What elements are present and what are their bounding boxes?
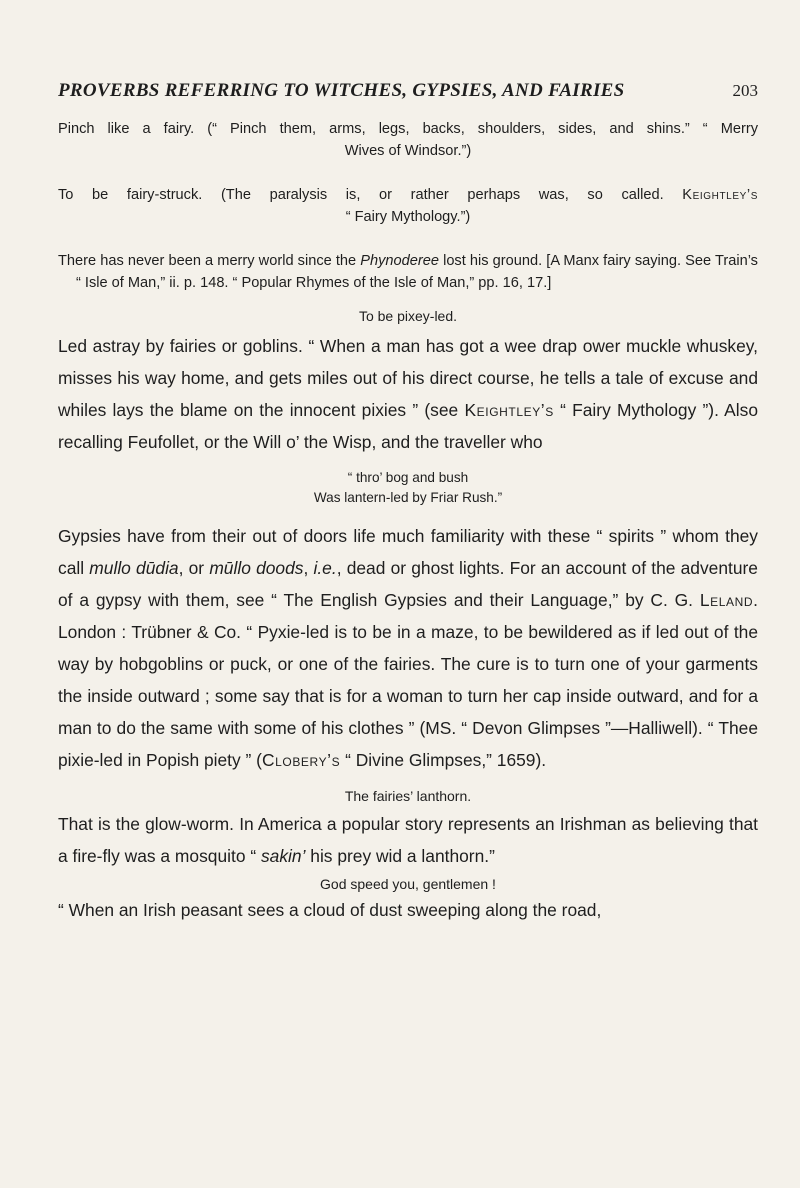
entry-pinch-line2: Wives of Windsor.”) <box>344 143 472 159</box>
gypsies-text-4: , dead or ghost lights. For an account of the adventure of a gypsy with them, see “ The English Gypsies and their Language,” by C. G. <box>58 558 758 610</box>
page-number: 203 <box>732 81 758 100</box>
entry-fairy-struck-text: To be fairy-struck. (The paralysis is, or rather perhaps was, so called. <box>58 187 683 203</box>
pixey-led-text-2: “ Fairy Mythology ”). Also recalling Feufollet, or the Will o’ the Wisp, and the traveller who <box>58 400 759 452</box>
pixey-led-text-1: Led astray by fairies or goblins. “ When a man has got a wee drap ower muckle whuskey, misses his way home, and gets miles out of his direct course, he tells a tale of excuse and whiles lays the blame on the innocent pixies ” (see <box>58 336 758 420</box>
entry-merry-world-after: lost his ground. [A Manx fairy saying. See Train’s “ Isle of Man,” ii. p. 148. “ Popular Rhymes of the Isle of Man,” pp. 16, 17.] <box>76 253 758 291</box>
page <box>58 80 758 926</box>
lanthorn-text-1: That is the glow-worm. In America a popular story represents an Irishman as believing that a fire-fly was a mosquito “ <box>58 814 758 866</box>
entry-fairy-struck-line1 <box>58 184 758 206</box>
term-mullo-doods: mūllo doods <box>209 558 304 578</box>
verse-friar-rush <box>58 468 758 508</box>
heading-fairies-lanthorn: The fairies’ lanthorn. <box>344 788 472 804</box>
author-keightley-2: Keightley’s <box>464 400 554 420</box>
gypsies-text-1: Gypsies have from their out of doors life much familiarity with these “ spirits ” whom they call <box>58 526 758 578</box>
entry-pinch-line1: Pinch like a fairy. (“ Pinch them, arms, legs, backs, shoulders, sides, and shins.” “ Merry <box>58 121 758 137</box>
gypsies-text-6: “ Divine Glimpses,” 1659). <box>340 750 547 770</box>
heading-pixey-led: To be pixey-led. <box>358 308 458 324</box>
heading-god-speed: God speed you, gentlemen ! <box>320 876 496 892</box>
entry-merry-world-text <box>58 250 758 294</box>
term-mullo-dudia: mullo dūdia <box>89 558 179 578</box>
entry-fairy-struck <box>58 184 758 228</box>
verse-line-2: Was lantern-led by Friar Rush.” <box>313 490 503 505</box>
term-sakin: sakin’ <box>260 846 306 866</box>
author-clobery: Clobery’s <box>261 750 341 770</box>
paragraph-lanthorn <box>58 808 758 872</box>
entry-pinch-like-a-fairy <box>58 118 758 162</box>
running-title: PROVERBS REFERRING TO WITCHES, GYPSIES, AND FAIRIES <box>58 80 625 101</box>
paragraph-pixey-led <box>58 330 758 458</box>
author-leland: Leland <box>699 590 754 610</box>
running-header <box>58 80 758 102</box>
paragraph-gypsies <box>58 520 758 776</box>
term-ie: i.e. <box>313 558 337 578</box>
entry-merry-world-before: There has never been a merry world since the <box>58 253 361 269</box>
phynoderee-term: Phynoderee <box>360 253 439 269</box>
gypsies-text-2: , or <box>178 558 210 578</box>
gypsies-text-3: , <box>303 558 314 578</box>
entry-merry-world <box>58 250 758 294</box>
verse-line-1: “ thro’ bog and bush <box>347 470 469 485</box>
lanthorn-text-2: his prey wid a lanthorn.” <box>305 846 495 866</box>
author-keightley: Keightley’s <box>682 187 758 203</box>
paragraph-god-speed: “ When an Irish peasant sees a cloud of dust sweeping along the road, <box>58 900 602 920</box>
gypsies-text-5: . London : Trübner & Co. “ Pyxie-led is to be in a maze, to be bewildered as if led out of the way by hobgoblins or puck, or one of the fairies. The cure is to turn one of your garments the inside outward ; some say that is for a woman to turn her cap inside outward, and for a man to do the same with some of his clothes ” (MS. “ Devon Glimpses ”—Halliwell). “ Thee pixie-led in Popish piety ” ( <box>58 590 758 770</box>
entry-fairy-struck-line2: “ Fairy Mythology.”) <box>345 209 471 225</box>
